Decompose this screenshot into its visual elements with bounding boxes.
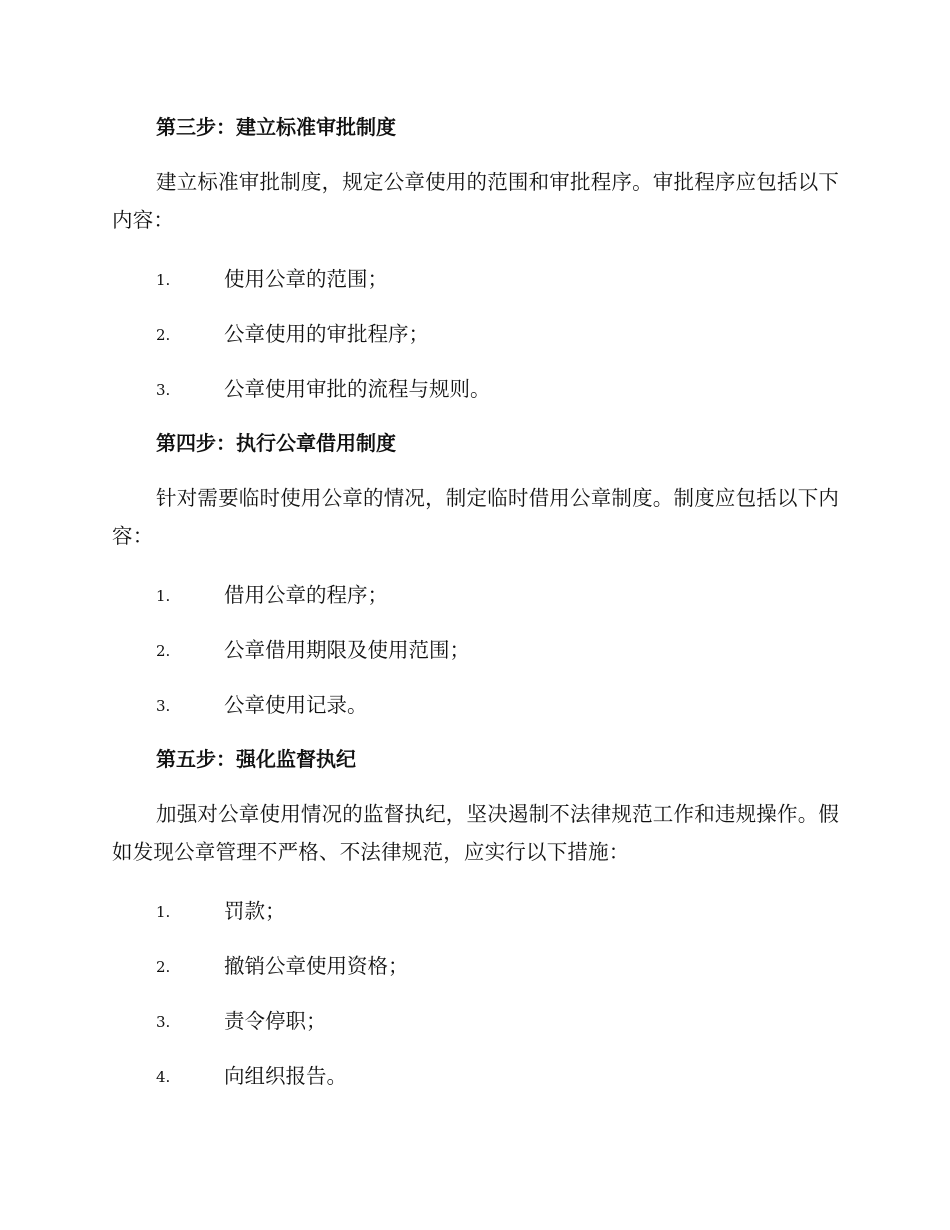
list-item-number: 1. <box>156 903 171 921</box>
list-item-number: 3. <box>156 1013 171 1031</box>
list-item-number: 3. <box>156 697 171 715</box>
list-item-text: 公章使用的审批程序； <box>224 322 429 346</box>
section-heading-step-3: 第三步：建立标准审批制度 <box>156 115 396 139</box>
section-paragraph-step-3: 建立标准审批制度，规定公章使用的范围和审批程序。审批程序应包括以下内容： <box>112 170 840 232</box>
list-item-number: 2. <box>156 326 171 344</box>
list-item-text: 公章使用审批的流程与规则。 <box>224 377 491 401</box>
list-item-number: 4. <box>156 1068 171 1086</box>
list-item-text: 借用公章的程序； <box>224 583 388 607</box>
list-item-number: 1. <box>156 271 171 289</box>
list-item-number: 1. <box>156 587 171 605</box>
list-item-number: 2. <box>156 642 171 660</box>
section-heading-step-5: 第五步：强化监督执纪 <box>156 747 356 771</box>
list-item-text: 公章使用记录。 <box>224 693 368 717</box>
list-item-text: 责令停职； <box>224 1009 327 1033</box>
list-item-text: 使用公章的范围； <box>224 267 388 291</box>
list-item-text: 撤销公章使用资格； <box>224 954 409 978</box>
section-paragraph-step-5: 加强对公章使用情况的监督执纪，坚决遏制不法律规范工作和违规操作。假如发现公章管理不严格、不法律规范，应实行以下措施： <box>112 802 840 864</box>
list-item-number: 3. <box>156 381 171 399</box>
list-item-text: 公章借用期限及使用范围； <box>224 638 470 662</box>
section-heading-step-4: 第四步：执行公章借用制度 <box>156 431 396 455</box>
list-item-number: 2. <box>156 958 171 976</box>
list-item-text: 向组织报告。 <box>224 1064 347 1088</box>
list-item-text: 罚款； <box>224 899 286 923</box>
section-paragraph-step-4: 针对需要临时使用公章的情况，制定临时借用公章制度。制度应包括以下内容： <box>112 486 840 548</box>
